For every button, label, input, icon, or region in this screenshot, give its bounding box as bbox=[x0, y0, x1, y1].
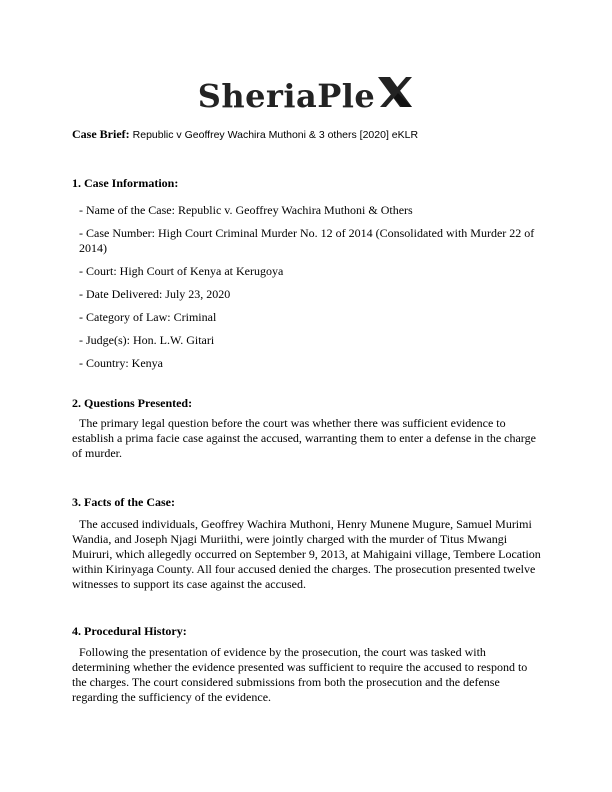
section-procedural-history bbox=[72, 624, 544, 705]
case-brief-title: Republic v Geoffrey Wachira Muthoni & 3 others [2020] eKLR bbox=[132, 129, 419, 141]
section-heading: 3. Facts of the Case: bbox=[72, 495, 175, 509]
section-heading: 1. Case Information: bbox=[72, 176, 179, 190]
section-case-information bbox=[72, 176, 544, 371]
info-item-judge: - Judge(s): Hon. L.W. Gitari bbox=[79, 333, 215, 347]
info-item-case-number: - Case Number: High Court Criminal Murder No. 12 of 2014 (Consolidated with Murder 22 of 2014) bbox=[79, 226, 535, 255]
sheriaplex-logo bbox=[0, 76, 612, 116]
info-item-country: - Country: Kenya bbox=[79, 356, 163, 370]
section-heading: 4. Procedural History: bbox=[72, 624, 187, 638]
logo-wordmark: SheriaPle bbox=[197, 77, 376, 115]
section-questions-presented bbox=[72, 396, 544, 461]
info-item-name: - Name of the Case: Republic v. Geoffrey Wachira Muthoni & Others bbox=[79, 203, 413, 217]
procedural-paragraph: Following the presentation of evidence by the prosecution, the court was tasked with determining whether the evidence presented was sufficient to require the accused to respond to the charges. The court considered submissions from both the prosecution and the defense regarding the sufficiency of the evidence. bbox=[72, 645, 528, 704]
info-item-date: - Date Delivered: July 23, 2020 bbox=[79, 287, 231, 301]
facts-paragraph: The accused individuals, Geoffrey Wachira Muthoni, Henry Munene Mugure, Samuel Murimi Wandia, and Joseph Njagi Muriithi, were jointly charged with the murder of Titus Mwangi Muiruri, which allegedly occurred on September 9, 2013, at Mahigaini village, Tembere Location within Kirinyaga County. All four accused denied the charges. The prosecution presented twelve witnesses to support its case against the accused. bbox=[72, 517, 541, 591]
case-brief-label: Case Brief: bbox=[72, 127, 130, 141]
case-brief-line bbox=[72, 127, 418, 142]
section-heading: 2. Questions Presented: bbox=[72, 396, 193, 410]
info-item-category: - Category of Law: Criminal bbox=[79, 310, 217, 324]
info-item-court: - Court: High Court of Kenya at Kerugoya bbox=[79, 264, 284, 278]
x-mark-icon bbox=[376, 75, 414, 114]
section-facts bbox=[72, 495, 544, 592]
questions-paragraph: The primary legal question before the court was whether there was sufficient evidence to establish a prima facie case against the accused, warranting them to enter a defense in the charge of murder. bbox=[72, 416, 536, 460]
